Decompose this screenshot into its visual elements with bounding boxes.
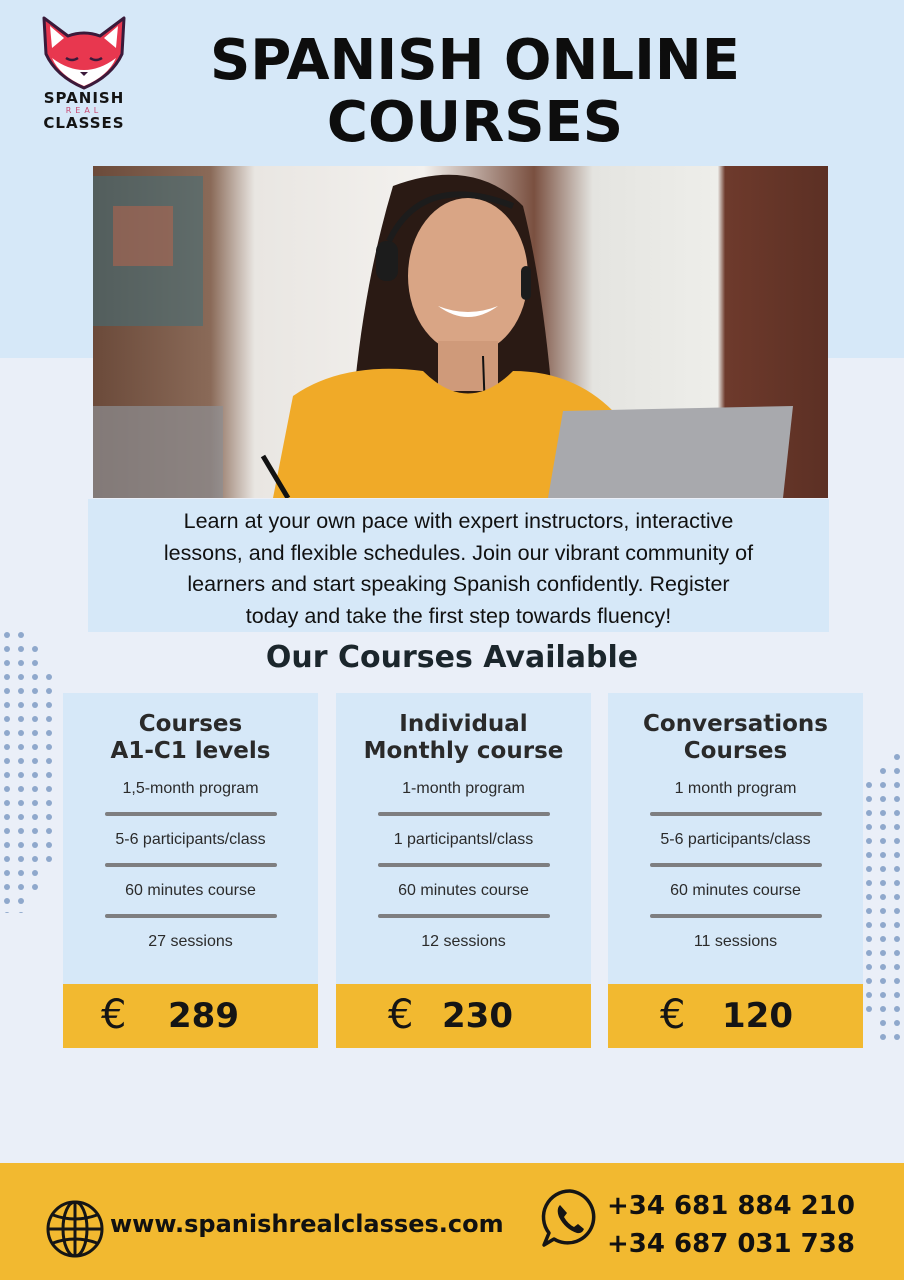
phone-number-2[interactable]: +34 687 031 738 <box>607 1229 855 1259</box>
feature-participants: 5-6 participants/class <box>115 831 266 848</box>
price-amount: 289 <box>168 996 239 1036</box>
divider <box>650 863 822 867</box>
intro-line: today and take the first step towards fluency! <box>245 603 672 628</box>
globe-icon <box>45 1199 105 1259</box>
course-card-individual[interactable] <box>336 693 591 1048</box>
title-line-2: COURSES <box>326 90 624 155</box>
feature-duration: 1-month program <box>402 780 525 797</box>
feature-sessions: 12 sessions <box>421 933 506 950</box>
brand-name-line3: CLASSES <box>43 114 125 132</box>
feature-length: 60 minutes course <box>398 882 529 899</box>
divider <box>378 863 550 867</box>
divider <box>105 812 277 816</box>
brand-name-line1: SPANISH <box>43 89 125 107</box>
price-amount: 120 <box>722 996 793 1036</box>
course-name <box>608 711 863 765</box>
course-card-a1-c1[interactable] <box>63 693 318 1048</box>
feature-sessions: 11 sessions <box>693 933 778 950</box>
fox-head-icon <box>38 14 130 90</box>
course-name-line2: Courses <box>683 738 788 764</box>
course-name <box>63 711 318 765</box>
course-card-conversations[interactable] <box>608 693 863 1048</box>
euro-icon: € <box>388 992 414 1038</box>
feature-length: 60 minutes course <box>125 882 256 899</box>
page-title <box>160 30 790 154</box>
price-amount: 230 <box>442 996 513 1036</box>
divider <box>378 914 550 918</box>
feature-sessions: 27 sessions <box>148 933 233 950</box>
price-bar <box>608 984 863 1048</box>
hero-photo <box>93 166 828 498</box>
feature-duration: 1 month program <box>674 780 797 797</box>
divider <box>378 812 550 816</box>
feature-length: 60 minutes course <box>670 882 801 899</box>
divider <box>105 914 277 918</box>
price-bar <box>63 984 318 1048</box>
divider <box>105 863 277 867</box>
divider <box>650 812 822 816</box>
course-name-line2: A1-C1 levels <box>110 738 271 764</box>
intro-line: Learn at your own pace with expert instructors, interactive <box>183 509 734 533</box>
course-name-line1: Courses <box>138 711 243 737</box>
intro-line: lessons, and flexible schedules. Join our vibrant community of <box>163 540 754 565</box>
course-name <box>336 711 591 765</box>
contact-footer <box>0 1163 904 1280</box>
feature-participants: 1 participantsl/class <box>393 831 534 848</box>
course-features <box>336 777 591 954</box>
intro-description <box>88 499 829 632</box>
title-line-1: SPANISH ONLINE <box>209 28 741 93</box>
phone-number-1[interactable]: +34 681 884 210 <box>607 1191 855 1221</box>
course-name-line1: Individual <box>399 711 528 737</box>
price-bar <box>336 984 591 1048</box>
brand-logo[interactable] <box>30 14 138 144</box>
course-features <box>608 777 863 954</box>
courses-section-title: Our Courses Available <box>265 640 639 675</box>
phone-numbers <box>607 1187 855 1263</box>
divider <box>650 914 822 918</box>
woman-headset-laptop-image <box>93 166 828 498</box>
course-name-line1: Conversations <box>643 711 828 737</box>
website-link[interactable]: www.spanishrealclasses.com <box>110 1210 504 1238</box>
course-name-line2: Monthly course <box>363 738 564 764</box>
dot-pattern-left <box>0 628 62 913</box>
brand-name-line2: REAL <box>65 106 103 115</box>
dot-pattern-right <box>862 750 904 1045</box>
feature-participants: 5-6 participants/class <box>660 831 811 848</box>
euro-icon: € <box>660 992 686 1038</box>
course-features <box>63 777 318 954</box>
intro-line: learners and start speaking Spanish confidently. Register <box>187 572 730 596</box>
feature-duration: 1,5-month program <box>122 780 259 797</box>
euro-icon: € <box>101 992 127 1038</box>
whatsapp-phone-icon <box>540 1187 600 1249</box>
